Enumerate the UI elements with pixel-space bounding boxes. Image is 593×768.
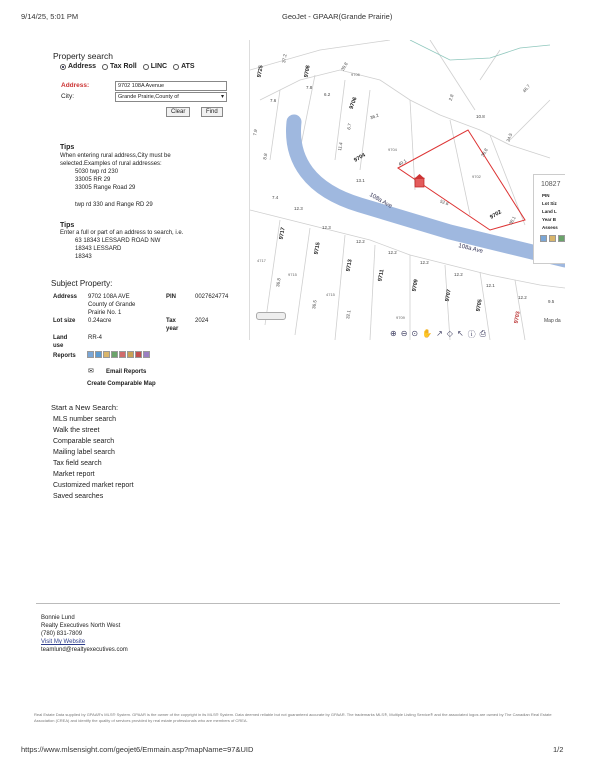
report-chart-icon[interactable] — [111, 351, 118, 358]
radio-address[interactable]: Address — [60, 63, 96, 70]
lot-dimension: 9.5 — [548, 299, 555, 304]
house-number: 9707 — [444, 288, 453, 302]
new-search-list — [53, 414, 134, 502]
map-data-label: Map da — [544, 318, 561, 324]
street-label-2: 108a Ave — [457, 243, 484, 255]
measure-icon[interactable]: ↗ — [436, 329, 443, 338]
draw-area-icon[interactable]: ◇ — [446, 329, 453, 338]
house-number: 9725 — [256, 64, 265, 78]
clear-button[interactable]: Clear — [166, 107, 190, 117]
footer-divider — [36, 603, 560, 604]
lot-dimension: 8.8 — [262, 152, 269, 161]
house-number: 9717 — [278, 226, 287, 240]
create-comparable-map-link[interactable]: Create Comparable Map — [87, 381, 156, 387]
radio-dot-icon — [60, 64, 66, 70]
radio-tax-roll[interactable]: Tax Roll — [102, 63, 137, 70]
parcel-number: 9709 — [396, 315, 405, 320]
report-globe-icon[interactable] — [95, 351, 102, 358]
lot-dimension: 12.2 — [356, 239, 365, 244]
parcel-number: 4715 — [326, 292, 335, 297]
lot-dimension: 12.3 — [322, 225, 331, 230]
agent-brokerage: Realty Executives North West — [41, 623, 121, 629]
tips-address: Enter a full or part of an address to search, i.e. 63 18343 LESSARD ROAD NW 18343 LESSARD 18343 — [60, 230, 184, 260]
tax-year-label: Tax year — [166, 318, 179, 332]
report-comparable-icon[interactable] — [119, 351, 126, 358]
email-icon: ✉ — [88, 368, 94, 375]
subject-address: 9702 108A AVE County of Grande Prairie No. 1 — [88, 294, 136, 316]
lot-dimension: 12.2 — [388, 250, 397, 255]
agent-phone: (780) 831-7809 — [41, 631, 83, 637]
menu-mailing-label-search[interactable]: Mailing label search — [53, 449, 115, 456]
menu-saved-searches[interactable]: Saved searches — [53, 493, 104, 500]
street-label: 108a Ave — [368, 192, 393, 210]
lot-dimension: 52.6 — [439, 198, 450, 207]
lot-dimension: 36.5 — [311, 299, 318, 310]
lot-dimension: 36.2 — [369, 112, 380, 121]
house-number: 9713 — [345, 258, 354, 272]
tips-rural: When entering rural address,City must be selected.Examples of rural addresses: 5030 twp rd 230 33005 RR 29 33005 Range Road 29 twp rd 330 and Range RD 29 — [60, 153, 171, 208]
print-url: https://www.mlsensight.com/geojet6/Emmain.asp?mapName=97&UID — [21, 745, 254, 754]
city-select[interactable]: Grande Prairie,County of ▾ — [115, 92, 227, 102]
search-type-radios — [60, 63, 201, 70]
lot-size-label: Lot size — [53, 318, 76, 324]
menu-mls-number-search[interactable]: MLS number search — [53, 416, 117, 423]
tips-heading: Tips — [60, 144, 75, 151]
address-field-label: Address — [53, 294, 78, 300]
menu-walk-the-street[interactable]: Walk the street — [53, 427, 100, 434]
report-edit-icon[interactable] — [143, 351, 150, 358]
lot-dimension: 40.1 — [397, 158, 408, 167]
lot-dimension: 38.1 — [508, 215, 517, 226]
parcel-number: 9715 — [288, 272, 297, 277]
print-page-number: 1/2 — [553, 745, 564, 754]
print-icon[interactable]: ⎙ — [479, 329, 487, 338]
agent-email[interactable]: teamlund@realtyexecutives.com — [41, 647, 128, 653]
subject-property-title: Subject Property: — [51, 279, 113, 288]
lot-dimension: 11.4 — [337, 141, 344, 152]
popup-chart-icon[interactable] — [558, 235, 565, 242]
lot-dimension: 46.7 — [521, 83, 532, 94]
select-icon[interactable]: ↖ — [456, 329, 464, 338]
parcel-number: 4717 — [257, 258, 266, 263]
lot-dimension: 7.4 — [272, 195, 279, 200]
lot-dimension: 32.1 — [345, 309, 352, 320]
find-button[interactable]: Find — [201, 107, 223, 117]
new-search-title: Start a New Search: — [51, 403, 119, 412]
email-reports-link[interactable]: Email Reports — [106, 369, 147, 375]
popup-house-icon[interactable] — [549, 235, 556, 242]
page-title: GeoJet - GPAAR(Grande Prairie) — [282, 12, 393, 21]
lot-dimension: 6.2 — [324, 92, 331, 97]
parcel-map[interactable] — [249, 40, 565, 340]
lot-dimension: 6.7 — [346, 122, 353, 131]
zoom-out-icon[interactable]: ⊖ — [400, 329, 408, 338]
lot-dimension: 12.2 — [420, 260, 429, 265]
lot-dimension: 39.8 — [340, 61, 349, 72]
house-number: 9711 — [377, 269, 386, 282]
property-search-title: Property search — [53, 51, 113, 61]
map-scale-bar — [256, 312, 286, 320]
agent-block — [41, 614, 128, 654]
lot-size-value: 0.24acre — [88, 318, 112, 324]
agent-name: Bonnie Lund — [41, 615, 75, 621]
agent-website-link[interactable]: Visit My Website — [41, 639, 86, 645]
map-toolbar — [390, 329, 490, 340]
lot-dimension: 7.8 — [306, 85, 313, 90]
reports-label: Reports — [53, 353, 76, 359]
zoom-in-icon[interactable]: ⊕ — [390, 329, 397, 338]
lot-dimension: 36.8 — [480, 147, 489, 158]
radio-dot-icon — [143, 64, 149, 70]
lot-dimension: 7.6 — [270, 98, 277, 103]
chevron-down-icon: ▾ — [220, 94, 224, 100]
house-number: 9702 — [489, 209, 503, 221]
lot-dimension: 7.9 — [252, 128, 259, 137]
house-number: 9706 — [348, 96, 359, 111]
popup-icons — [534, 232, 565, 242]
lot-dimension: 12.3 — [294, 206, 303, 211]
lot-dimension: 13.1 — [356, 178, 365, 183]
lot-dimension: 12.1 — [486, 283, 495, 288]
report-house-icon[interactable] — [103, 351, 110, 358]
menu-market-report[interactable]: Market report — [53, 471, 95, 478]
radio-linc[interactable]: LINC — [143, 63, 167, 70]
menu-comparable-search[interactable]: Comparable search — [53, 438, 115, 445]
parcel-number: 9706 — [351, 72, 360, 77]
parcel-number: 9704 — [388, 147, 397, 152]
house-marker-icon — [414, 174, 425, 187]
house-number: 9709 — [411, 278, 420, 292]
house-number: 9708 — [303, 64, 312, 78]
house-number: 9715 — [313, 241, 322, 255]
land-use-label: Land use — [53, 335, 68, 349]
identify-icon[interactable]: ⓘ — [467, 330, 476, 339]
land-use-value: RR-4 — [88, 335, 103, 341]
city-label: City: — [61, 93, 74, 100]
tax-year-value: 2024 — [195, 318, 209, 324]
menu-customized-market-report[interactable]: Customized market report — [53, 482, 134, 489]
menu-tax-field-search[interactable]: Tax field search — [53, 460, 102, 467]
report-map-icon[interactable] — [87, 351, 94, 358]
address-input[interactable]: 9702 108A Avenue — [115, 81, 227, 91]
property-info-popup[interactable] — [533, 174, 565, 264]
magnify-icon[interactable]: ⊙ — [411, 329, 419, 338]
popup-map-icon[interactable] — [540, 235, 547, 242]
lot-dimension: 12.2 — [454, 272, 463, 277]
radio-dot-icon — [102, 64, 108, 70]
radio-ats[interactable]: ATS — [173, 63, 194, 70]
lot-dimension: 12.2 — [518, 295, 527, 300]
report-icons — [87, 351, 151, 358]
report-print-icon[interactable] — [127, 351, 134, 358]
lot-dimension: 10.8 — [476, 114, 485, 119]
report-flag-icon[interactable] — [135, 351, 142, 358]
popup-fields: PIN Lot Siz Land L Year B Assess — [542, 193, 558, 230]
radio-dot-icon — [173, 64, 179, 70]
disclaimer-text: Real Estate Data supplied by GPAAR's MLS® System. GPAAR is the owner of the copyright in its MLS® System. Data deemed reliable but not guaranteed accurate by GPAAR. The trademarks MLS®, Multiple Listing Service® and the associated logos are owned by The Canadian Real Estate Association (CREA) and identify the quality of services provided by real estate professionals who are members of CREA. — [34, 712, 552, 723]
address-label: Address: — [61, 82, 90, 89]
parcel-number: 9702 — [472, 174, 481, 179]
pin-label: PIN — [166, 294, 177, 300]
lot-dimension: 37.2 — [281, 53, 288, 64]
house-number: 9705 — [475, 298, 484, 312]
lot-dimension: 36.8 — [275, 277, 282, 288]
tips-heading-2: Tips — [60, 222, 75, 229]
house-number: 9703 — [513, 310, 522, 324]
lot-dimension: 2.8 — [447, 93, 455, 102]
house-number: 9704 — [353, 152, 367, 164]
print-datetime: 9/14/25, 5:01 PM — [21, 12, 79, 21]
lot-dimension: 34.5 — [505, 132, 514, 143]
pan-hand-icon[interactable]: ✋ — [422, 329, 433, 338]
popup-number: 10827 — [541, 181, 561, 188]
pin-value: 0027624774 — [195, 294, 229, 300]
